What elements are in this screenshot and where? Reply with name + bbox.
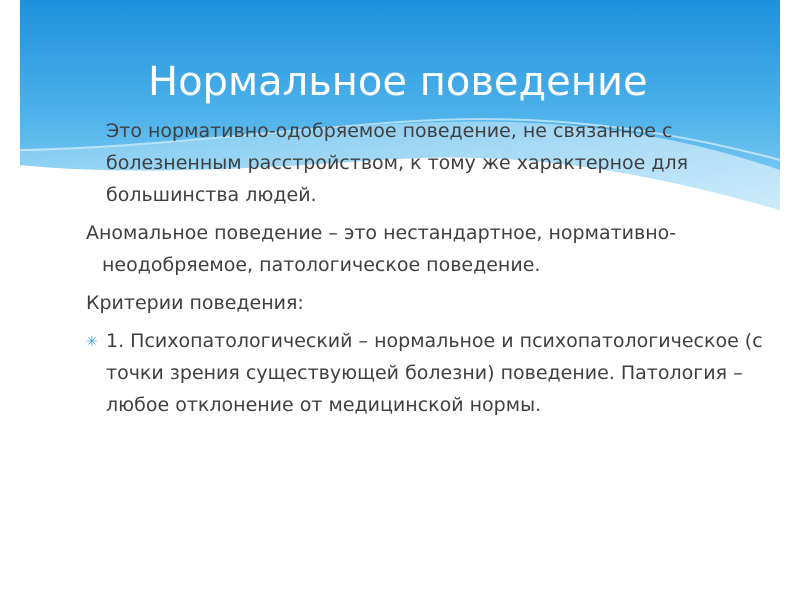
- criterion-list-item: [78, 325, 778, 421]
- star-bullet-icon: ✳: [86, 334, 98, 350]
- slide-title: Нормальное поведение: [148, 59, 648, 105]
- definition-normal-behavior: Это нормативно-одобряемое поведение, не связанное с болезненным расстройством, к тому же характерное для большинства людей.: [106, 120, 689, 206]
- definition-abnormal-behavior: Аномальное поведение – это нестандартное, нормативно-неодобряемое, патологическое поведение.: [86, 222, 677, 276]
- slide-body: [78, 115, 778, 421]
- criteria-heading: Критерии поведения:: [86, 292, 304, 314]
- criterion-text: 1. Психопатологический – нормальное и психопатологическое (с точки зрения существующей болезни) поведение. Патология – любое отклонение от медицинской нормы.: [106, 330, 763, 416]
